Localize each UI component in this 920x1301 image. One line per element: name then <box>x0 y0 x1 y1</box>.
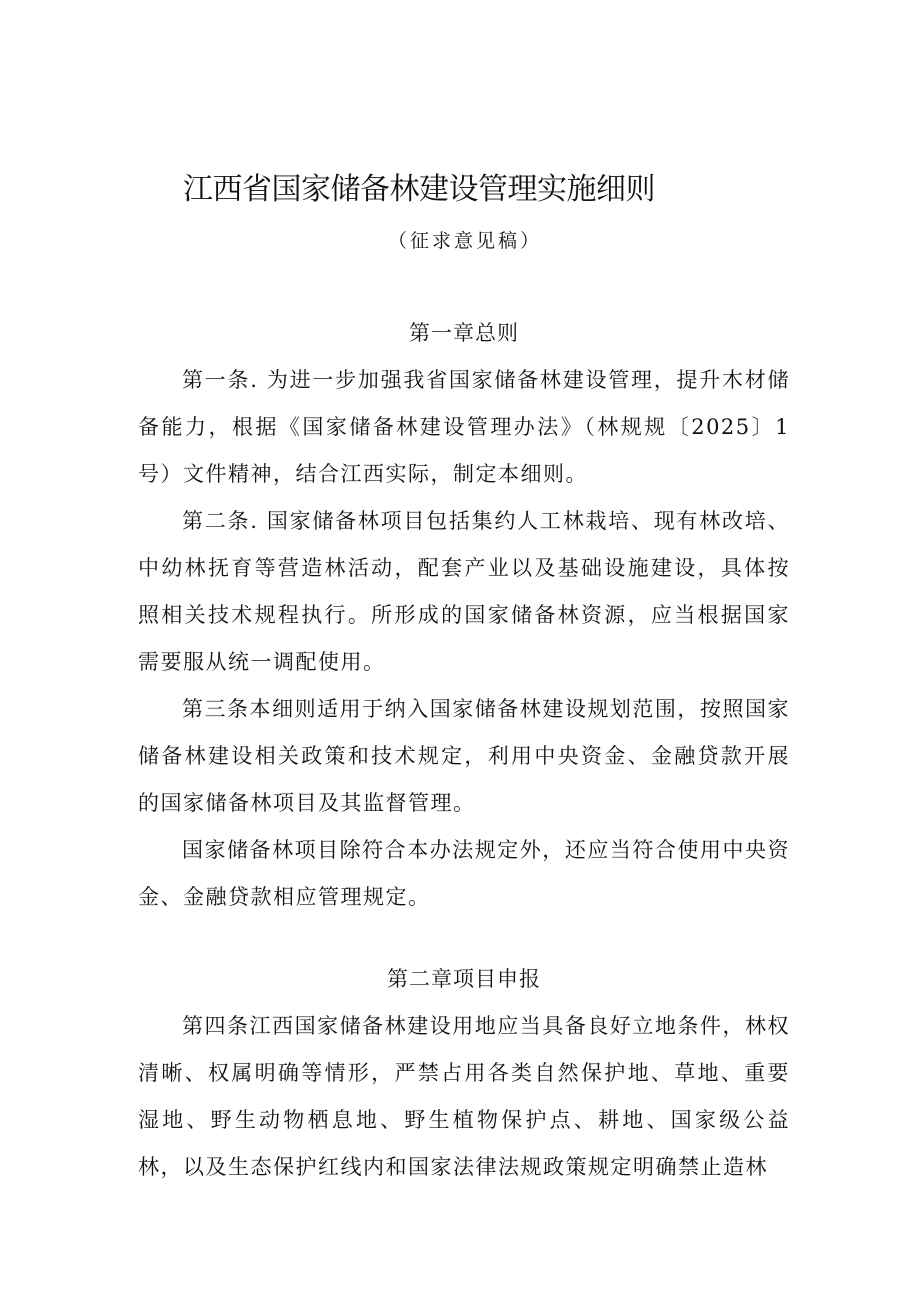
article-paragraph: 第四条江西国家储备林建设用地应当具备良好立地条件，林权清晰、权属明确等情形，严禁占用各类自然保护地、草地、重要湿地、野生动物栖息地、野生植物保护点、耕地、国家级公益林，以及生态保护红线内和国家法律法规政策规定明确禁止造林 <box>138 1014 790 1179</box>
document-subtitle: （征求意见稿） <box>387 230 542 252</box>
article-paragraph: 国家储备林项目除符合本办法规定外，还应当符合使用中央资金、金融贷款相应管理规定。 <box>138 838 790 909</box>
article-paragraph: 第一条. 为进一步加强我省国家储备林建设管理，提升木材储备能力，根据《国家储备林建设管理办法》（林规规〔2025〕1号）文件精神，结合江西实际，制定本细则。 <box>138 368 790 486</box>
chapter-heading: 第一章总则 <box>409 321 519 345</box>
document-title: 江西省国家储备林建设管理实施细则 <box>183 172 655 207</box>
chapter-1-section <box>138 310 790 921</box>
chapter-2-section <box>138 956 790 1191</box>
chapter-heading: 第二章项目申报 <box>387 967 541 991</box>
article-paragraph: 第三条本细则适用于纳入国家储备林建设规划范围，按照国家储备林建设相关政策和技术规定，利用中央资金、金融贷款开展的国家储备林项目及其监督管理。 <box>138 697 790 815</box>
article-paragraph: 第二条. 国家储备林项目包括集约人工林栽培、现有林改培、中幼林抚育等营造林活动，配套产业以及基础设施建设，具体按照相关技术规程执行。所形成的国家储备林资源，应当根据国家需要服从统一调配使用。 <box>138 509 790 674</box>
